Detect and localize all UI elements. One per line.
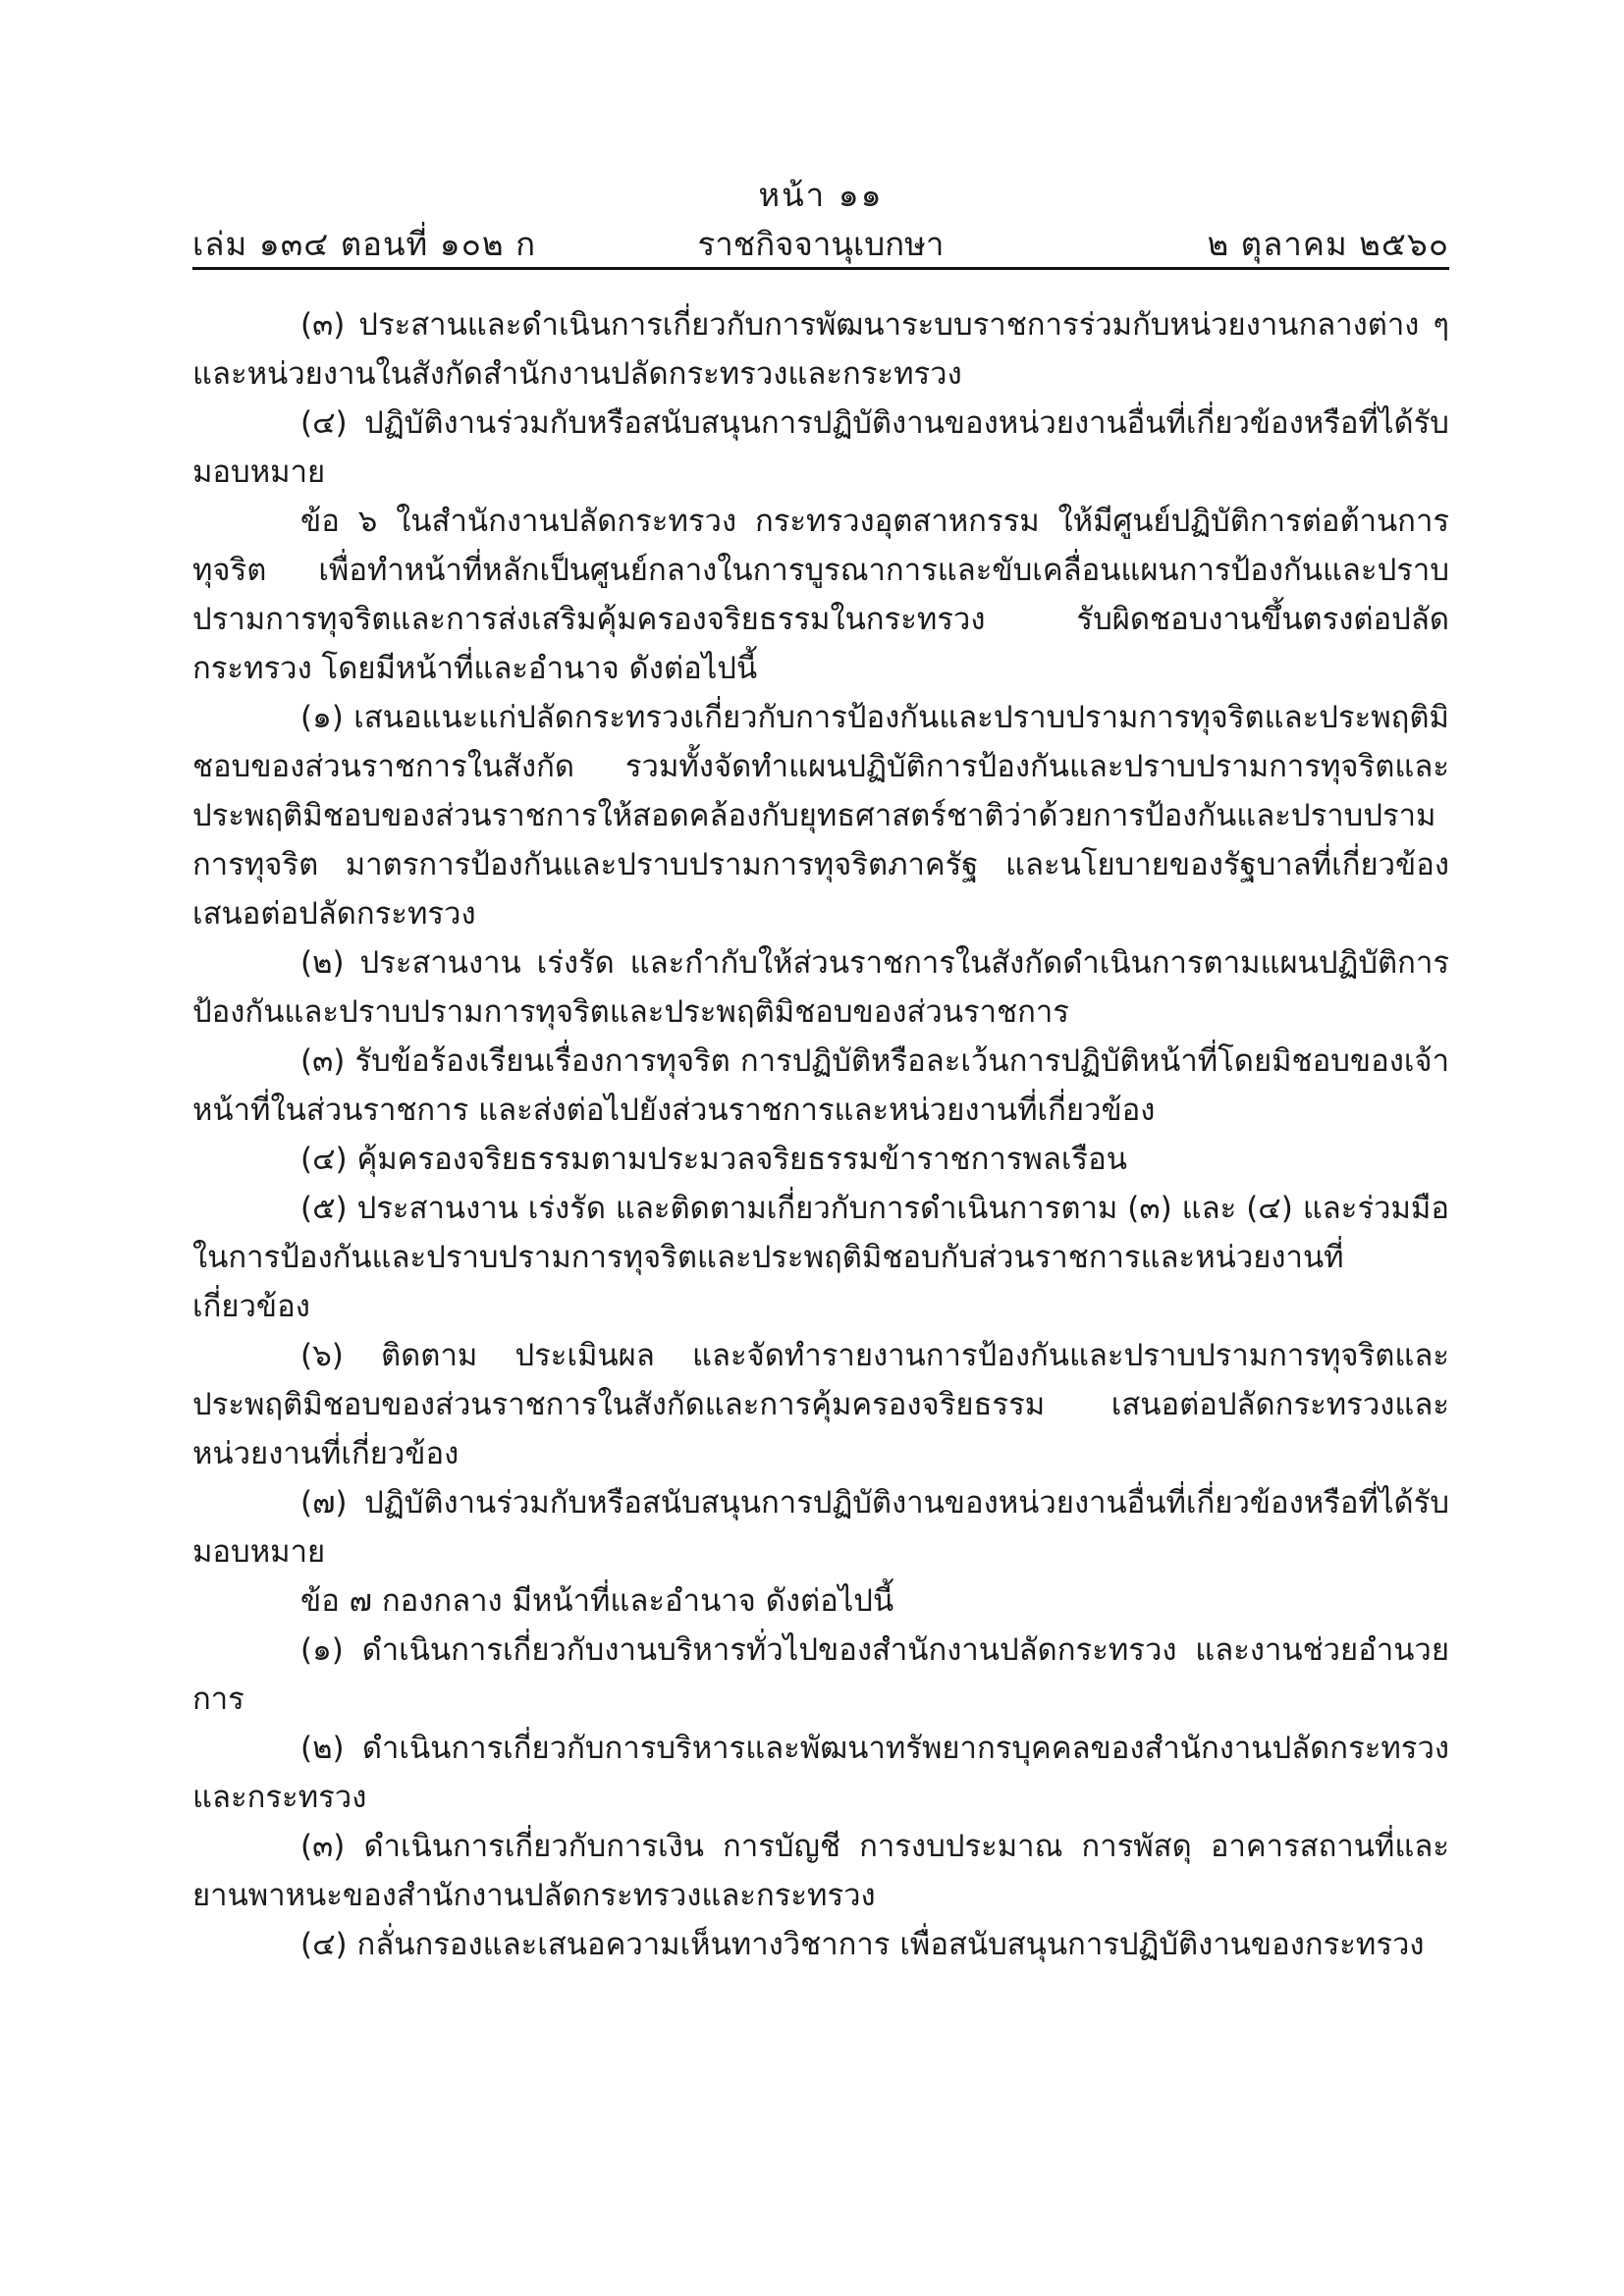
paragraph-11: ข้อ ๗ กองกลาง มีหน้าที่และอำนาจ ดังต่อไปนี้ [300, 1583, 894, 1619]
paragraph-13: (๒) ดำเนินการเกี่ยวกับการบริหารและพัฒนาทรัพยากรบุคคลของสำนักงานปลัดกระทรวงและกระทรวง [192, 1731, 1449, 1815]
paragraph-7: (๔) คุ้มครองจริยธรรมตามประมวลจริยธรรมข้าราชการพลเรือน [300, 1142, 1127, 1177]
paragraph-15: (๔) กลั่นกรองและเสนอความเห็นทางวิชาการ เพื่อสนับสนุนการปฏิบัติงานของกระทรวง [300, 1927, 1425, 1962]
gazette-title: ราชกิจจานุเบกษา [697, 225, 945, 263]
paragraph-4: (๑) เสนอแนะแก่ปลัดกระทรวงเกี่ยวกับการป้องกันและปราบปรามการทุจริตและประพฤติมิชอบของส่วนราชการในสังกัด รวมทั้งจัดทำแผนปฏิบัติการป้องกันและปราบปรามการทุจริตและประพฤติมิชอบของส่วนราชการให้สอดคล้องกับยุทธศาสตร์ชาติว่าด้วยการป้องกันและปราบปรามการทุจริต มาตรการป้องกันและปราบปรามการทุจริตภาครัฐ และนโยบายของรัฐบาลที่เกี่ยวข้องเสนอต่อปลัดกระทรวง [192, 700, 1449, 932]
paragraph-14: (๓) ดำเนินการเกี่ยวกับการเงิน การบัญชี การงบประมาณ การพัสดุ อาคารสถานที่และยานพาหนะของสำนักงานปลัดกระทรวงและกระทรวง [192, 1829, 1449, 1913]
document-body [192, 300, 1449, 1969]
paragraph-12: (๑) ดำเนินการเกี่ยวกับงานบริหารทั่วไปของสำนักงานปลัดกระทรวง และงานช่วยอำนวยการ [192, 1632, 1449, 1717]
page-number: หน้า ๑๑ [758, 176, 884, 214]
volume-issue: เล่ม ๑๓๔ ตอนที่ ๑๐๒ ก [192, 225, 537, 263]
paragraph-8: (๕) ประสานงาน เร่งรัด และติดตามเกี่ยวกับการดำเนินการตาม (๓) และ (๔) และร่วมมือในการป้องกันและปราบปรามการทุจริตและประพฤติมิชอบกับส่วนราชการและหน่วยงานที่เกี่ยวข้อง [192, 1191, 1449, 1324]
paragraph-1: (๓) ประสานและดำเนินการเกี่ยวกับการพัฒนาระบบราชการร่วมกับหน่วยงานกลางต่าง ๆ และหน่วยงานในสังกัดสำนักงานปลัดกระทรวงและกระทรวง [192, 307, 1449, 392]
paragraph-6: (๓) รับข้อร้องเรียนเรื่องการทุจริต การปฏิบัติหรือละเว้นการปฏิบัติหน้าที่โดยมิชอบของเจ้าหน้าที่ในส่วนราชการ และส่งต่อไปยังส่วนราชการและหน่วยงานที่เกี่ยวข้อง [192, 1043, 1449, 1128]
publication-date: ๒ ตุลาคม ๒๕๖๐ [1207, 225, 1449, 263]
paragraph-2: (๔) ปฏิบัติงานร่วมกับหรือสนับสนุนการปฏิบัติงานของหน่วยงานอื่นที่เกี่ยวข้องหรือที่ได้รับมอบหมาย [192, 405, 1449, 490]
page-header [192, 157, 1449, 275]
paragraph-9: (๖) ติดตาม ประเมินผล และจัดทำรายงานการป้องกันและปราบปรามการทุจริตและประพฤติมิชอบของส่วนราชการในสังกัดและการคุ้มครองจริยธรรม เสนอต่อปลัดกระทรวงและหน่วยงานที่เกี่ยวข้อง [192, 1338, 1449, 1471]
paragraph-10: (๗) ปฏิบัติงานร่วมกับหรือสนับสนุนการปฏิบัติงานของหน่วยงานอื่นที่เกี่ยวข้องหรือที่ได้รับมอบหมาย [192, 1485, 1449, 1570]
paragraph-5: (๒) ประสานงาน เร่งรัด และกำกับให้ส่วนราชการในสังกัดดำเนินการตามแผนปฏิบัติการป้องกันและปราบปรามการทุจริตและประพฤติมิชอบของส่วนราชการ [192, 945, 1449, 1030]
header-row [192, 218, 1449, 261]
paragraph-3: ข้อ ๖ ในสำนักงานปลัดกระทรวง กระทรวงอุตสาหกรรม ให้มีศูนย์ปฏิบัติการต่อต้านการทุจริต เพื่อทำหน้าที่หลักเป็นศูนย์กลางในการบูรณาการและขับเคลื่อนแผนการป้องกันและปราบปรามการทุจริตและการส่งเสริมคุ้มครองจริยธรรมในกระทรวง รับผิดชอบงานขึ้นตรงต่อปลัดกระทรวง โดยมีหน้าที่และอำนาจ ดังต่อไปนี้ [192, 504, 1449, 686]
header-divider [192, 267, 1449, 270]
